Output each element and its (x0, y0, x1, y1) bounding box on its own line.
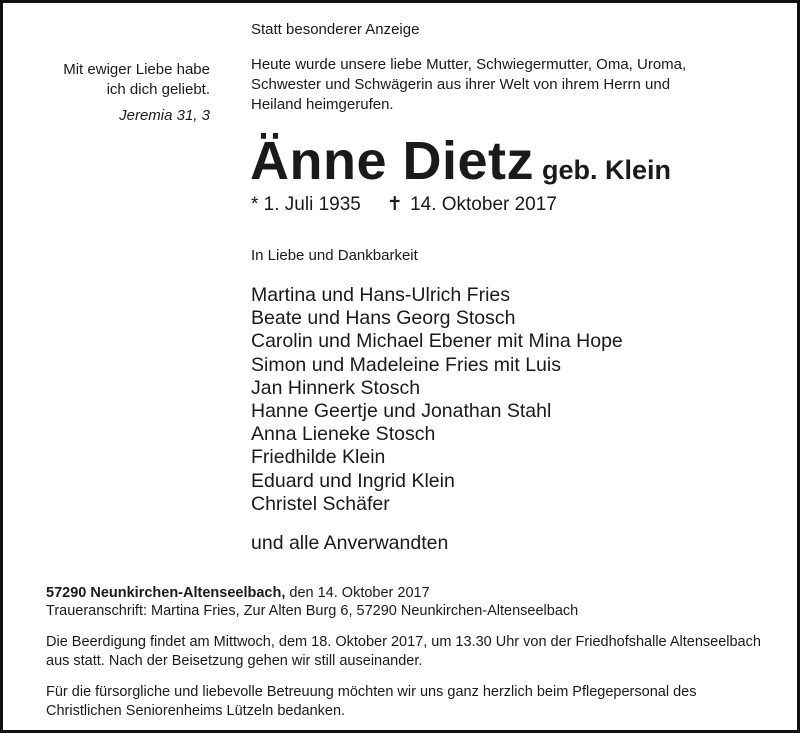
mourner-item: Friedhilde Klein (251, 446, 386, 469)
verse-line-1: Mit ewiger Liebe habe (63, 61, 210, 78)
mourner-item: Jan Hinnerk Stosch (251, 376, 421, 399)
place: 57290 Neunkirchen-Altenseelbach, (46, 585, 286, 601)
thanks-line: In Liebe und Dankbarkeit (251, 247, 418, 264)
mourning-address: Traueranschrift: Martina Fries, Zur Alten Burg 6, 57290 Neunkirchen-Altenseelbach (46, 603, 579, 619)
notice-date: den 14. Oktober 2017 (285, 585, 430, 601)
mourner-item: Hanne Geertje und Jonathan Stahl (251, 400, 552, 423)
mourner-item: Christel Schäfer (251, 492, 390, 515)
deceased-name-line (250, 130, 671, 192)
mourners-list (251, 284, 623, 516)
announcement-line: Heute wurde unsere liebe Mutter, Schwiegermutter, Oma, Uroma, (251, 56, 687, 73)
announcement-line: Heiland heimgerufen. (251, 96, 394, 113)
funeral-info-line: Die Beerdigung findet am Mittwoch, dem 18. Oktober 2017, um 13.30 Uhr von der Friedhofshalle Altenseelbach (46, 634, 761, 650)
place-date-line (46, 584, 430, 603)
mourner-item: Eduard und Ingrid Klein (251, 469, 455, 492)
mourner-item: Martina und Hans-Ulrich Fries (251, 284, 510, 306)
maiden-name: geb. Klein (542, 155, 672, 185)
other-relatives: und alle Anverwandten (251, 532, 449, 554)
funeral-info (46, 633, 761, 670)
care-thanks-line: Für die fürsorgliche und liebevolle Betreuung möchten wir uns ganz herzlich beim Pflegepersonal des (46, 684, 697, 700)
verse-reference: Jeremia 31, 3 (119, 107, 210, 124)
mourner-item: Anna Lieneke Stosch (251, 423, 436, 446)
care-thanks (46, 683, 696, 720)
announcement-line: Schwester und Schwägerin aus ihrer Welt von ihrem Herrn und (251, 76, 671, 93)
care-thanks-line: Christlichen Seniorenheims Lützeln bedanken. (46, 702, 346, 719)
deceased-name: Änne Dietz (250, 131, 535, 191)
intro-text: Statt besonderer Anzeige (251, 21, 420, 38)
funeral-info-line: aus statt. Nach der Beisetzung gehen wir still auseinander. (46, 652, 423, 669)
death-date: 14. Oktober 2017 (410, 194, 557, 215)
birth-date: * 1. Juli 1935 (251, 194, 361, 215)
mourner-item: Carolin und Michael Ebener mit Mina Hope (251, 330, 623, 353)
cross-icon: ✝ (386, 194, 403, 215)
announcement-text (251, 55, 686, 115)
mourner-item: Simon und Madeleine Fries mit Luis (251, 353, 561, 376)
life-dates (251, 193, 557, 216)
mourner-item: Beate und Hans Georg Stosch (251, 307, 516, 330)
verse-line-2: ich dich geliebt. (106, 81, 210, 98)
